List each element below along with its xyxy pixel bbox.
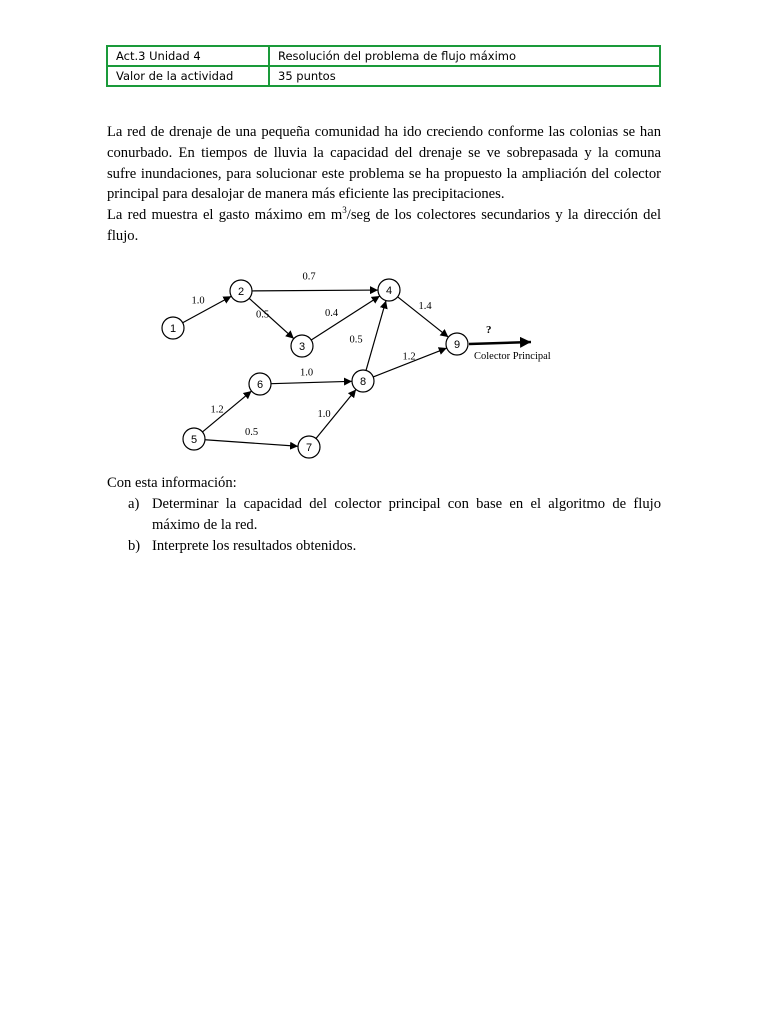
question-text bbox=[152, 494, 661, 536]
edge-capacity-label: 1.0 bbox=[299, 367, 314, 379]
value-points: 35 puntos bbox=[269, 66, 660, 86]
edge-capacity-label: 1.2 bbox=[210, 404, 224, 416]
question-item bbox=[128, 536, 661, 557]
value-label: Valor de la actividad bbox=[107, 66, 269, 86]
activity-title: Resolución del problema de flujo máximo bbox=[269, 46, 660, 66]
question-line: Determinar la capacidad del colector principal con base en el algoritmo de flujo bbox=[152, 496, 661, 512]
node-label: 3 bbox=[298, 341, 306, 353]
activity-label: Act.3 Unidad 4 bbox=[107, 46, 269, 66]
node-label: 2 bbox=[237, 286, 245, 298]
edge-capacity-label: 0.7 bbox=[302, 271, 316, 283]
network-text-a: La red muestra el gasto máximo em m bbox=[107, 207, 343, 223]
questions-list bbox=[128, 494, 661, 556]
question-text bbox=[152, 536, 661, 557]
node-7 bbox=[298, 436, 320, 458]
edge-capacity-label: 1.0 bbox=[191, 295, 205, 307]
node-9 bbox=[446, 333, 468, 355]
node-3 bbox=[291, 335, 313, 357]
node-4 bbox=[378, 279, 400, 301]
node-label: 7 bbox=[305, 442, 313, 454]
node-label: 9 bbox=[453, 339, 461, 351]
network-text-b: /seg de los colectores secundarios y la dirección del bbox=[346, 207, 662, 223]
edge-capacity-label: 1.0 bbox=[317, 409, 331, 420]
edge-8-4 bbox=[366, 301, 386, 371]
edge-capacity-label: 0.5 bbox=[349, 334, 363, 346]
edge-capacity-label: 1.2 bbox=[402, 351, 416, 363]
edge-capacity-label: 0.5 bbox=[244, 427, 259, 438]
node-5 bbox=[183, 428, 205, 450]
questions-intro: Con esta información: bbox=[107, 475, 237, 491]
edge-3-4 bbox=[311, 296, 380, 340]
question-marker: a) bbox=[128, 496, 140, 512]
node-2 bbox=[230, 280, 252, 302]
node-label: 8 bbox=[359, 376, 367, 388]
node-label: 4 bbox=[385, 285, 393, 297]
cubic-superscript: 3 bbox=[342, 205, 347, 216]
network-line-2: flujo. bbox=[107, 227, 139, 244]
node-8 bbox=[352, 370, 374, 392]
question-line: Interprete los resultados obtenidos. bbox=[152, 537, 357, 554]
intro-line: conurbado. En tiempos de lluvia la capacidad del drenaje se ve sobrepasada y la comuna bbox=[107, 144, 661, 161]
question-line: máximo de la red. bbox=[152, 516, 258, 533]
node-label: 5 bbox=[190, 434, 198, 446]
intro-line: sufre inundaciones, para solucionar este problema se ha propuesto la ampliación del colector bbox=[107, 165, 661, 182]
node-1 bbox=[162, 317, 184, 339]
edge-capacity-label: 0.4 bbox=[324, 308, 339, 319]
node-6 bbox=[249, 373, 271, 395]
edge-6-8 bbox=[271, 381, 352, 383]
edge-capacity-label: 1.4 bbox=[418, 301, 432, 312]
unknown-capacity-label: ? bbox=[486, 324, 492, 336]
node-label: 6 bbox=[256, 379, 264, 391]
edge-1-2 bbox=[183, 296, 232, 322]
edge-capacity-label: 0.5 bbox=[255, 309, 270, 321]
edge-5-7 bbox=[205, 440, 298, 446]
main-collector-arrow bbox=[469, 342, 531, 344]
question-item bbox=[128, 494, 661, 536]
question-marker: b) bbox=[128, 537, 141, 554]
edge-2-4 bbox=[252, 290, 378, 291]
main-collector-label: Colector Principal bbox=[474, 351, 551, 362]
intro-line: La red de drenaje de una pequeña comunidad ha ido creciendo conforme las colonias se han bbox=[107, 124, 661, 140]
intro-line: principal para desalojar de manera más eficiente las precipitaciones. bbox=[107, 186, 505, 203]
node-label: 1 bbox=[169, 323, 177, 335]
